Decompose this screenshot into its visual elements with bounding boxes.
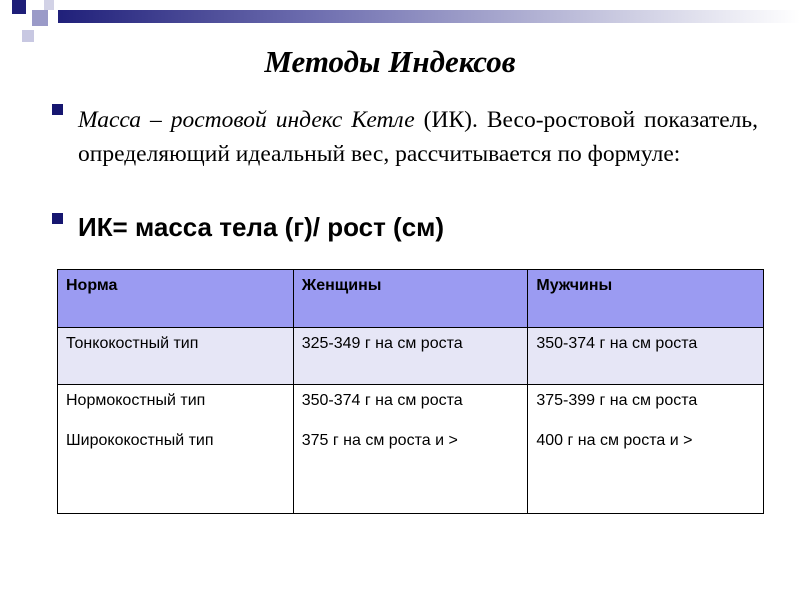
cell-line: 350-374 г на см роста [301,392,463,409]
formula: ИК= масса тела (г)/ рост (см) [78,212,445,242]
index-name: Масса – ростовой индекс Кетле [78,107,415,133]
table-header-row [58,270,764,328]
table-cell: 350-374 г на см роста [528,328,764,385]
table-row [58,385,764,514]
header-cell: Женщины [293,270,528,328]
bullet-square-icon [52,104,63,115]
header-cell: Норма [58,270,294,328]
header-gradient-bar [58,10,800,23]
bullet-square-icon [52,213,63,224]
cell-line: Ширококостный тип [66,432,214,449]
decor-square [12,0,26,14]
header-cell: Мужчины [528,270,764,328]
norms-table [57,269,764,514]
decor-square [22,30,34,42]
table-cell [58,385,294,514]
cell-line: 375 г на см роста и > [301,432,458,449]
table-cell [293,385,528,514]
decor-square [32,10,48,26]
table-row [58,328,764,385]
description-text: (ИК). Весо-ростовой показатель, определяющий идеальный вес, рассчитывается по формуле: [78,107,758,167]
description-paragraph [78,103,758,171]
table-cell [528,385,764,514]
slide-title: Методы Индексов [264,44,516,79]
decor-square [44,0,54,10]
table-cell: Тонкокостный тип [58,328,294,385]
cell-line: 375-399 г на см роста [536,392,698,409]
cell-line: 400 г на см роста и > [536,432,693,449]
cell-line: Нормокостный тип [66,392,206,409]
table-cell: 325-349 г на см роста [293,328,528,385]
